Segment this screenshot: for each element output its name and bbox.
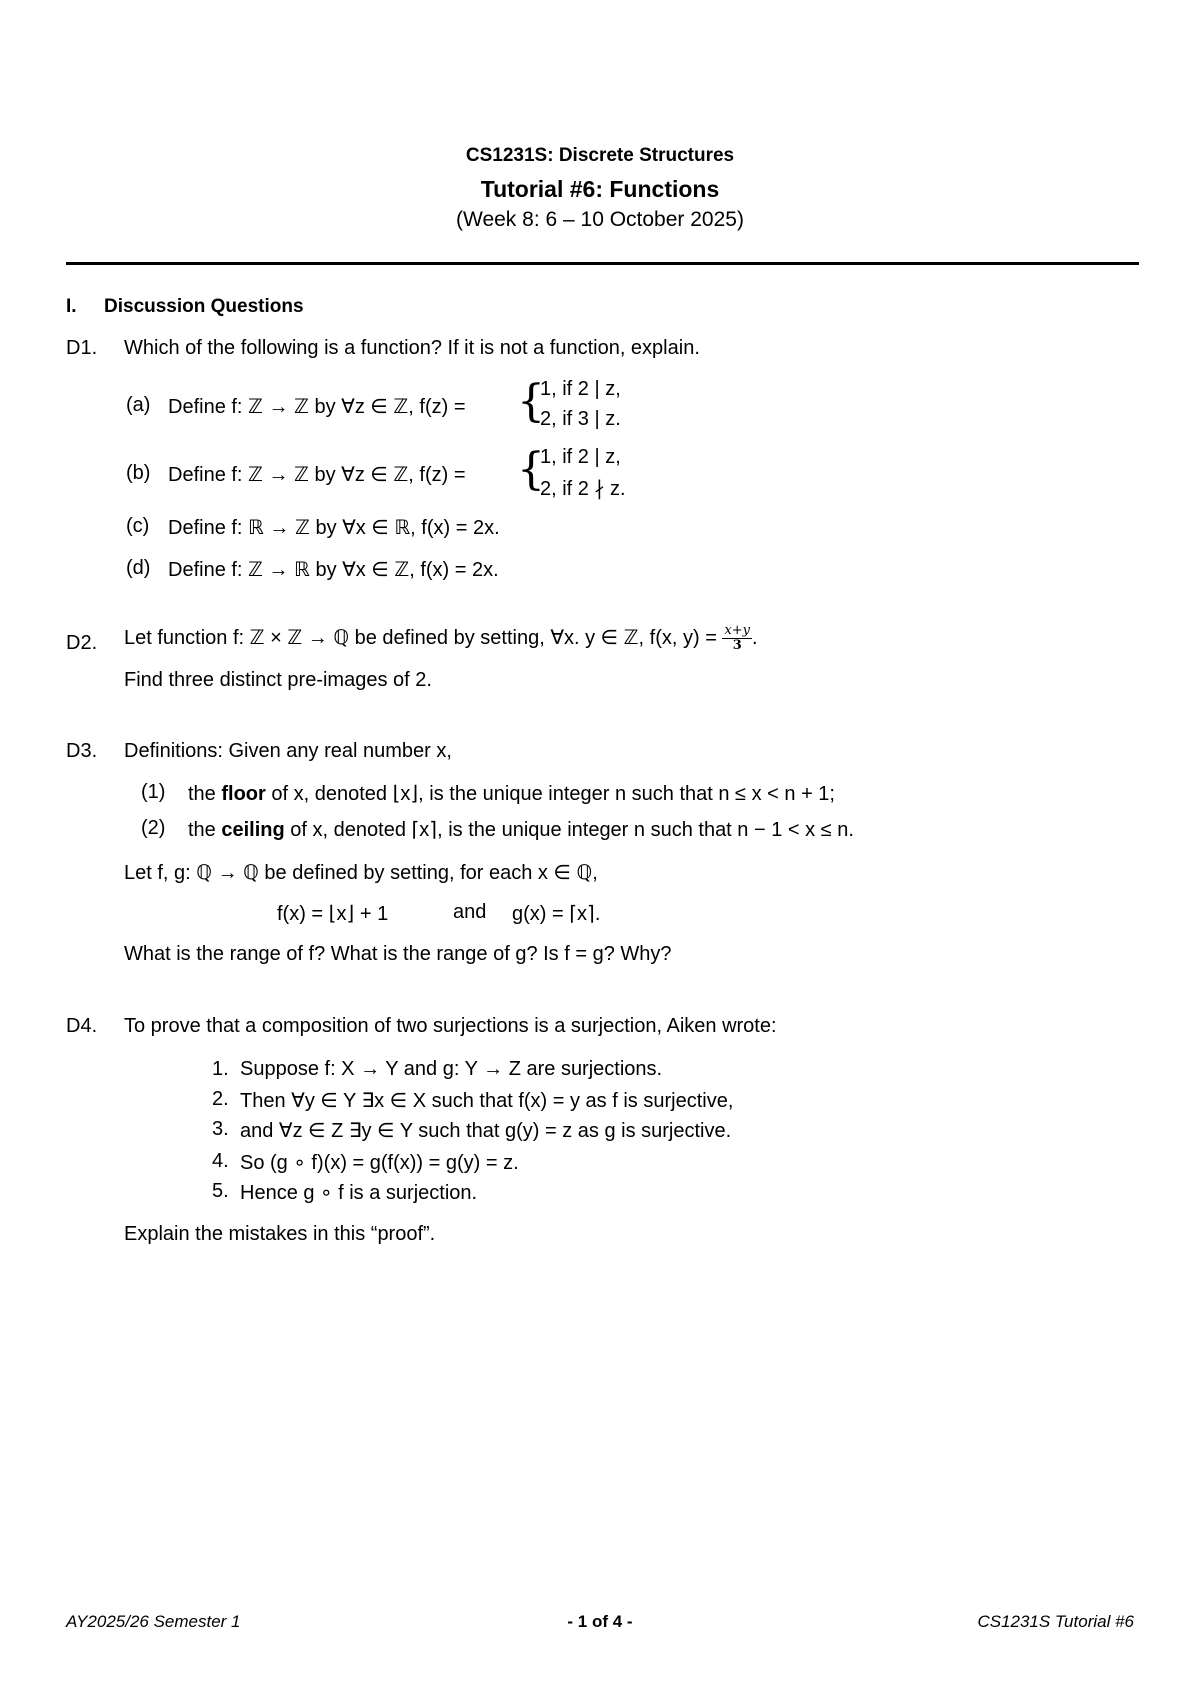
week-range: (Week 8: 6 – 10 October 2025) [456, 208, 744, 231]
case-line: 2, if 2 ∤ z. [540, 478, 626, 500]
part-text: Define f: ℝ → ℤ by ∀x ∈ ℝ, f(x) = 2x. [168, 517, 500, 539]
question-text: Let function f: ℤ × ℤ → ℚ be defined by setting, ∀x. y ∈ ℤ, f(x, y) = $\frac{x+y}{3}$ . [124, 623, 758, 653]
step-text: Suppose f: X → Y and g: Y → Z are surjections. [240, 1058, 663, 1080]
definition-ceiling [188, 817, 854, 842]
definition-text: of x, denoted ⌈x⌉, is the unique integer n such that n − 1 < x ≤ n. [290, 819, 854, 841]
question-line: Find three distinct pre-images of 2. [124, 669, 432, 691]
definition-label: (2) [141, 817, 166, 839]
question-label: D2. [66, 632, 98, 654]
question-label: D3. [66, 740, 98, 762]
step-number: 3. [212, 1118, 229, 1140]
f-definition: f(x) = ⌊x⌋ + 1 [277, 903, 389, 925]
section-title: Discussion Questions [104, 296, 304, 317]
footer-tutorial: CS1231S Tutorial #6 [977, 1612, 1134, 1631]
part-text: Define f: ℤ → ℤ by ∀z ∈ ℤ, f(z) = [168, 396, 466, 418]
section-heading [66, 296, 304, 318]
case-brace: { [517, 376, 545, 427]
footer-semester: AY2025/26 Semester 1 [66, 1612, 241, 1631]
part-label: (a) [126, 394, 151, 416]
case-line: 1, if 2 | z, [540, 378, 621, 400]
course-title: CS1231S: Discrete Structures [465, 145, 735, 166]
question-text: To prove that a composition of two surjections is a surjection, Aiken wrote: [124, 1015, 777, 1037]
definition-pre: the [188, 819, 216, 841]
case-brace: { [517, 444, 545, 495]
step-number: 4. [212, 1150, 229, 1172]
step-text: and ∀z ∈ Z ∃y ∈ Y such that g(y) = z as g is surjective. [240, 1120, 732, 1142]
fraction-denominator: 3 [732, 638, 742, 653]
question-label: D4. [66, 1015, 98, 1037]
part-label: (c) [126, 515, 150, 537]
header-divider [66, 262, 1139, 265]
question-line: What is the range of f? What is the range of g? Is f = g? Why? [124, 943, 672, 965]
part-label: (d) [126, 557, 151, 579]
definition-keyword: floor [221, 783, 266, 805]
step-number: 5. [212, 1180, 229, 1202]
definition-pre: the [188, 783, 216, 805]
step-text: Then ∀y ∈ Y ∃x ∈ X such that f(x) = y as f is surjective, [240, 1090, 734, 1112]
and-word: and [453, 901, 487, 923]
part-text: Define f: ℤ → ℤ by ∀z ∈ ℤ, f(z) = [168, 464, 466, 486]
definition-floor [188, 781, 835, 806]
question-text: Definitions: Given any real number x, [124, 740, 452, 762]
fraction-numerator: x+y [724, 623, 751, 638]
question-line: Let function f: ℤ × ℤ → ℚ be defined by setting, ∀x. y ∈ ℤ, f(x, y) = [124, 626, 717, 649]
section-number: I. [66, 296, 77, 317]
step-text: Hence g ∘ f is a surjection. [240, 1182, 478, 1204]
step-number: 2. [212, 1088, 229, 1110]
step-text: So (g ∘ f)(x) = g(f(x)) = g(y) = z. [240, 1152, 519, 1174]
step-number: 1. [212, 1058, 229, 1080]
definition-label: (1) [141, 781, 166, 803]
footer-page-number: - 1 of 4 - [567, 1612, 633, 1631]
case-line: 2, if 3 | z. [540, 408, 621, 430]
fraction [722, 624, 752, 653]
let-statement: Let f, g: ℚ → ℚ be defined by setting, for each x ∈ ℚ, [124, 862, 598, 884]
definition-text: of x, denoted ⌊x⌋, is the unique integer n such that n ≤ x < n + 1; [271, 783, 835, 805]
part-label: (b) [126, 462, 151, 484]
question-text: Which of the following is a function? If it is not a function, explain. [124, 337, 700, 359]
case-line: 1, if 2 | z, [540, 446, 621, 468]
g-definition: g(x) = ⌈x⌉. [512, 903, 601, 925]
tutorial-title: Tutorial #6: Functions [480, 176, 720, 202]
definition-keyword: ceiling [221, 819, 285, 841]
part-text: Define f: ℤ → ℝ by ∀x ∈ ℤ, f(x) = 2x. [168, 559, 499, 581]
question-label: D1. [66, 337, 98, 359]
closing-line: Explain the mistakes in this “proof”. [124, 1223, 436, 1245]
